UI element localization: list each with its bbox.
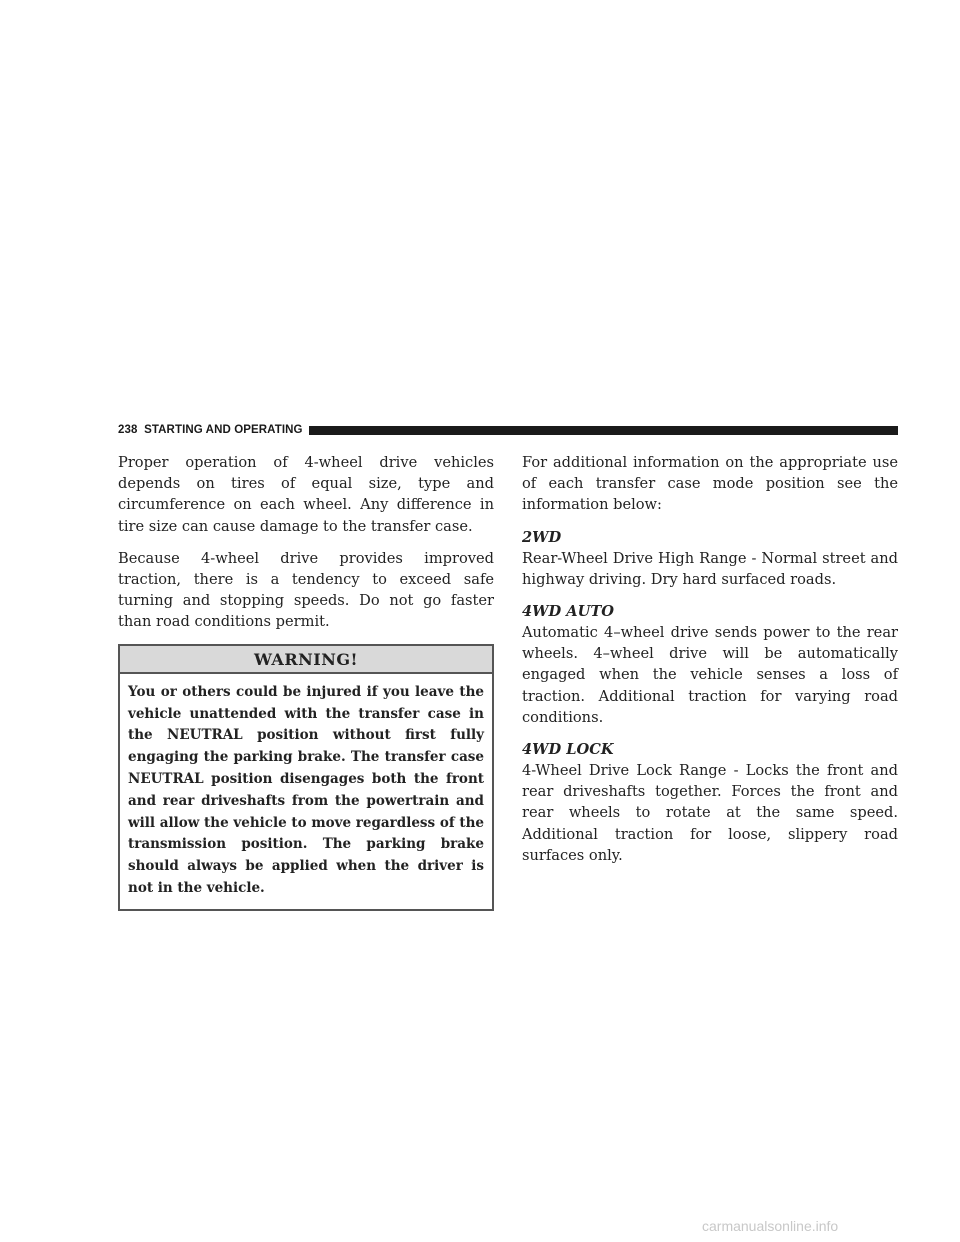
right-column [522,452,898,877]
warning-box [118,644,494,911]
warning-title: WARNING! [120,646,492,674]
mode-text-4wd-lock: 4-Wheel Drive Lock Range - Locks the front and rear driveshafts together. Forces the front and rear wheels to rotate at the same speed. Additional traction for loose, slippery road surfaces only. [522,762,898,864]
left-column [118,452,494,911]
paragraph-tire-size: Proper operation of 4-wheel drive vehicles depends on tires of equal size, type and circumference on each wheel. Any difference in tire size can cause damage to the transfer case. [118,454,494,535]
paragraph-intro: For additional information on the appropriate use of each transfer case mode position see the information below: [522,454,898,514]
mode-heading-2wd: 2WD [522,528,562,546]
mode-heading-4wd-auto: 4WD AUTO [522,603,614,621]
mode-text-2wd: Rear-Wheel Drive High Range - Normal street and highway driving. Dry hard surfaced roads. [522,549,898,588]
mode-heading-4wd-lock: 4WD LOCK [522,741,614,759]
watermark: carmanualsonline.info [702,1218,839,1234]
header-rule [309,426,898,435]
section-title: STARTING AND OPERATING [144,424,303,436]
page-header-label [118,424,303,436]
paragraph-traction: Because 4-wheel drive provides improved traction, there is a tendency to exceed safe turning and stopping speeds. Do not go faster than road conditions permit. [118,549,494,631]
page-header [118,423,898,437]
page-number: 238 [118,424,138,436]
warning-body: You or others could be injured if you leave the vehicle unattended with the transfer case in the NEUTRAL position without first fully engaging the parking brake. The transfer case NEUTRAL position disengages both the front and rear driveshafts from the powertrain and will allow the vehicle to move regardless of the transmission position. The parking brake should always be applied when the driver is not in the vehicle. [128,683,484,896]
mode-text-4wd-auto: Automatic 4–wheel drive sends power to the rear wheels. 4–wheel drive will be automatically engaged when the vehicle senses a loss of traction. Additional traction for varying road conditions. [522,624,898,726]
